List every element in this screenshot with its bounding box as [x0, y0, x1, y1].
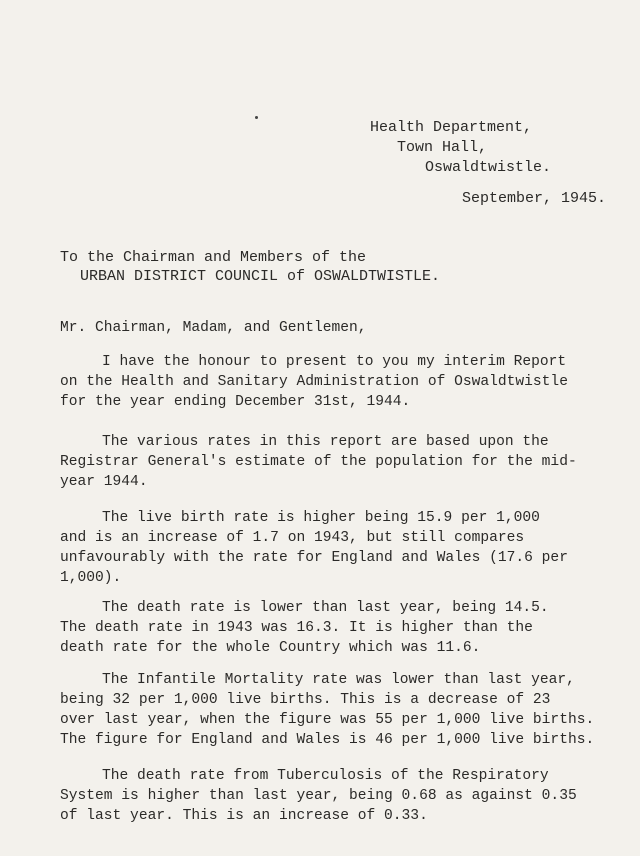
paragraph-line: unfavourably with the rate for England and Wales (17.6 per — [60, 550, 568, 566]
address-line-1: Health Department, — [370, 119, 533, 136]
paragraph-line: for the year ending December 31st, 1944. — [60, 394, 411, 410]
addressee-line-2: URBAN DISTRICT COUNCIL of OSWALDTWISTLE. — [80, 268, 441, 285]
paragraph-line: The Infantile Mortality rate was lower than last year, — [102, 672, 575, 688]
address-line-2: Town Hall, — [397, 139, 488, 156]
paragraph-line: The death rate is lower than last year, being 14.5. — [102, 600, 549, 616]
paragraph-line: I have the honour to present to you my interim Report — [102, 354, 567, 370]
addressee-line-1: To the Chairman and Members of the — [60, 249, 367, 266]
greeting: Mr. Chairman, Madam, and Gentlemen, — [60, 320, 367, 336]
paragraph-line: Registrar General's estimate of the population for the mid- — [60, 454, 577, 470]
paragraph-line: of last year. This is an increase of 0.33. — [60, 808, 428, 824]
paragraph-line: over last year, when the figure was 55 per 1,000 live births. — [60, 712, 595, 728]
paragraph-line: System is higher than last year, being 0.68 as against 0.35 — [60, 788, 577, 804]
paragraph-4 — [60, 598, 620, 658]
paragraph-line: The figure for England and Wales is 46 per 1,000 live births. — [60, 732, 595, 748]
paragraph-1 — [60, 352, 620, 412]
address-line-3: Oswaldtwistle. — [425, 159, 552, 176]
addressee — [60, 248, 440, 286]
paragraph-2 — [60, 432, 620, 492]
paragraph-line: The live birth rate is higher being 15.9 per 1,000 — [102, 510, 540, 526]
paragraph-line: being 32 per 1,000 live births. This is a decrease of 23 — [60, 692, 551, 708]
paragraph-line: The death rate from Tuberculosis of the Respiratory — [102, 768, 549, 784]
paragraph-line: and is an increase of 1.7 on 1943, but still compares — [60, 530, 525, 546]
paragraph-line: 1,000). — [60, 570, 122, 586]
paragraph-5 — [60, 670, 620, 750]
paragraph-line: The death rate in 1943 was 16.3. It is higher than the — [60, 620, 533, 636]
letter-date: September, 1945. — [462, 190, 607, 207]
paragraph-6 — [60, 766, 620, 826]
sender-address — [370, 118, 551, 178]
ink-speck — [255, 116, 258, 119]
paragraph-line: on the Health and Sanitary Administration of Oswaldtwistle — [60, 374, 568, 390]
paragraph-line: year 1944. — [60, 474, 148, 490]
paragraph-line: death rate for the whole Country which was 11.6. — [60, 640, 481, 656]
paragraph-line: The various rates in this report are based upon the — [102, 434, 549, 450]
paragraph-3 — [60, 508, 620, 588]
